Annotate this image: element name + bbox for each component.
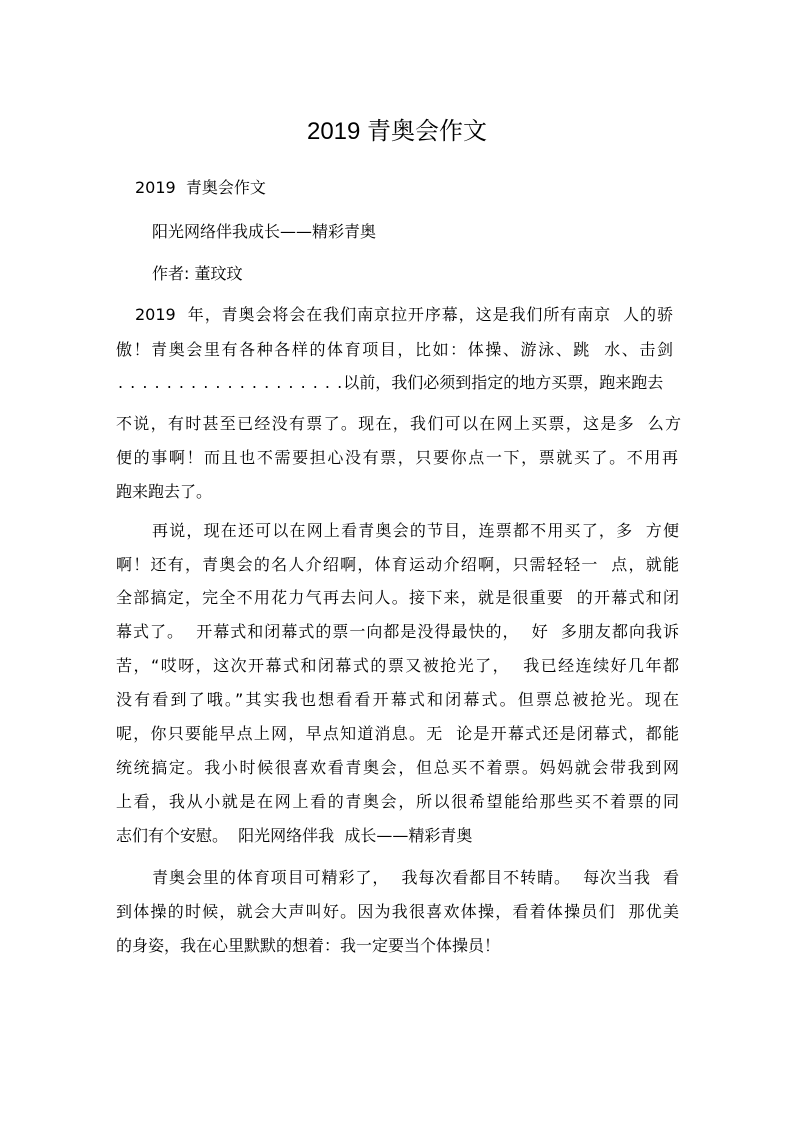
paragraph-line: 傲！青奥会里有各种各样的体育项目，比如：体操、游泳、跳 水、击剑 xyxy=(116,340,673,359)
document-heading: 阳光网络伴我成长——精彩青奥 xyxy=(152,222,377,241)
paragraph-line: 全部搞定，完全不用花力气再去问人。接下来，就是很重要 的开幕式和闭 xyxy=(116,588,679,607)
paragraph-line: 的身姿，我在心里默默的想着：我一定要当个体操员！ xyxy=(116,936,501,955)
ellipsis-dots: . . . . . . . . . . . . . . . . . . . xyxy=(118,373,344,392)
paragraph-line: 不说，有时甚至已经没有票了。现在，我们可以在网上买票，这是多 么方 xyxy=(116,414,681,433)
paragraph-line: 跑来跑去了。 xyxy=(116,482,213,501)
paragraph-line: 便的事啊！而且也不需要担心没有票，只要你点一下，票就买了。不用再 xyxy=(116,448,678,467)
paragraph-line: 呢，你只要能早点上网，早点知道消息。无 论是开幕式还是闭幕式，都能 xyxy=(116,724,679,743)
document-title: 2019 青奥会作文 xyxy=(306,118,488,145)
paragraph-line: 统统搞定。我小时候很喜欢看青奥会，但总买不着票。妈妈就会带我到网 xyxy=(116,758,679,777)
paragraph-line: 到体操的时候，就会大声叫好。因为我很喜欢体操，看着体操员们 那优美 xyxy=(116,902,679,921)
document-subtitle: 2019 青奥会作文 xyxy=(135,178,266,197)
paragraph-line: 没有看到了哦。”其实我也想看看开幕式和闭幕式。但票总被抢光。现在 xyxy=(116,690,679,709)
paragraph-line: 苦，“哎呀，这次开幕式和闭幕式的票又被抢光了， 我已经连续好几年都 xyxy=(116,656,679,675)
author-line: 作者: 董玟玟 xyxy=(152,264,243,283)
paragraph-line: 志们有个安慰。 阳光网络伴我 成长——精彩青奥 xyxy=(116,826,473,845)
paragraph-line xyxy=(118,372,663,394)
paragraph-line: 幕式了。 开幕式和闭幕式的票一向都是没得最快的， 好 多朋友都向我诉 xyxy=(116,622,679,641)
paragraph-line: 啊！还有，青奥会的名人介绍啊，体育运动介绍啊，只需轻轻一 点，就能 xyxy=(116,555,679,574)
paragraph-line: 2019 年，青奥会将会在我们南京拉开序幕，这是我们所有南京 人的骄 xyxy=(135,305,673,324)
paragraph-line: 再说，现在还可以在网上看青奥会的节目，连票都不用买了，多 方便 xyxy=(152,521,679,540)
paragraph-line: 青奥会里的体育项目可精彩了， 我每次看都目不转睛。 每次当我 看 xyxy=(152,868,679,887)
paragraph-text: 以前，我们必须到指定的地方买票，跑来跑去 xyxy=(343,373,664,392)
paragraph-line: 上看，我从小就是在网上看的青奥会，所以很希望能给那些买不着票的同 xyxy=(116,792,679,811)
